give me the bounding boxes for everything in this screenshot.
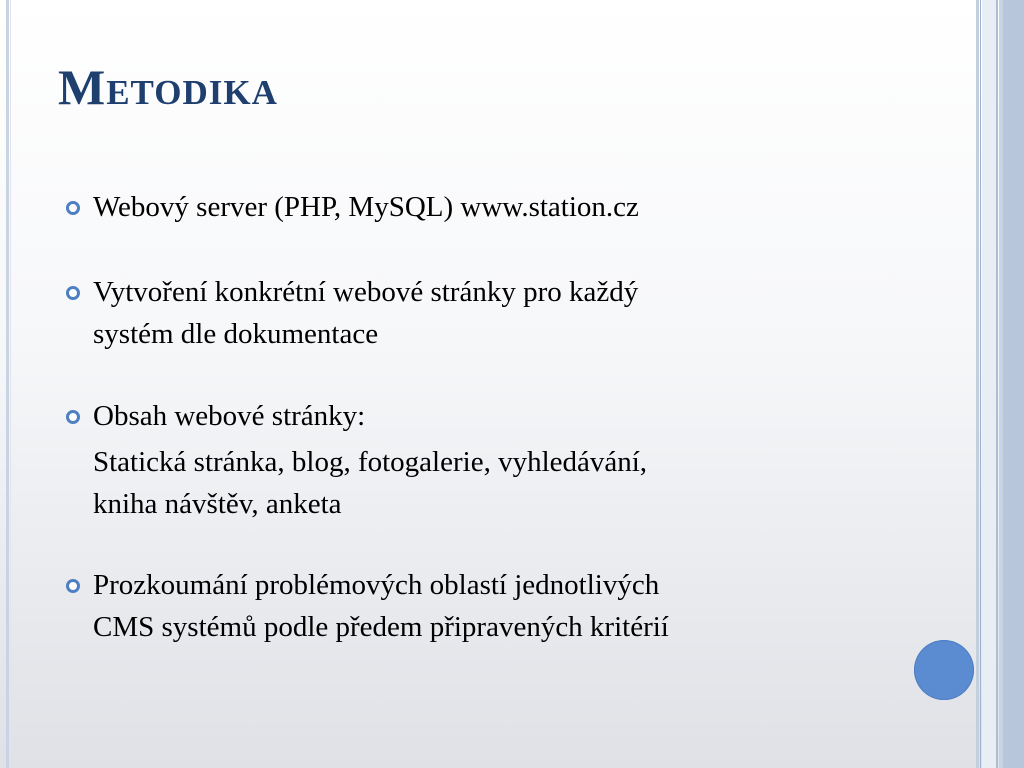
bullet-text: Obsah webové stránky: <box>93 400 366 432</box>
stripe <box>1003 0 1024 768</box>
bullet-text-line: CMS systémů podle předem připravených kritérií <box>93 611 669 643</box>
bullet-icon <box>66 579 80 593</box>
sub-paragraph <box>60 441 880 525</box>
slide-title: Metodika <box>58 59 278 115</box>
stripe <box>996 0 998 768</box>
stripe <box>976 0 979 768</box>
bullet-item <box>60 186 880 228</box>
stripe <box>982 0 996 768</box>
bullet-item <box>60 395 880 437</box>
left-border-rule <box>6 0 9 768</box>
bullet-item <box>60 271 880 355</box>
sub-text-line: kniha návštěv, anketa <box>93 488 342 520</box>
bullet-text-line: systém dle dokumentace <box>93 318 379 350</box>
bullet-icon <box>66 410 80 424</box>
right-decorative-stripes <box>976 0 1024 768</box>
sub-text-line: Statická stránka, blog, fotogalerie, vyhledávání, <box>93 446 648 478</box>
accent-circle <box>914 640 974 700</box>
bullet-text: Webový server (PHP, MySQL) www.station.cz <box>93 191 639 223</box>
stripe <box>980 0 981 768</box>
bullet-text-line: Vytvoření konkrétní webové stránky pro každý <box>93 276 639 308</box>
bullet-item <box>60 564 880 648</box>
bullet-text-line: Prozkoumání problémových oblastí jednotlivých <box>93 569 660 601</box>
bullet-icon <box>66 201 80 215</box>
bullet-list <box>60 186 880 648</box>
left-border-rule-inner <box>10 0 11 768</box>
bullet-icon <box>66 286 80 300</box>
